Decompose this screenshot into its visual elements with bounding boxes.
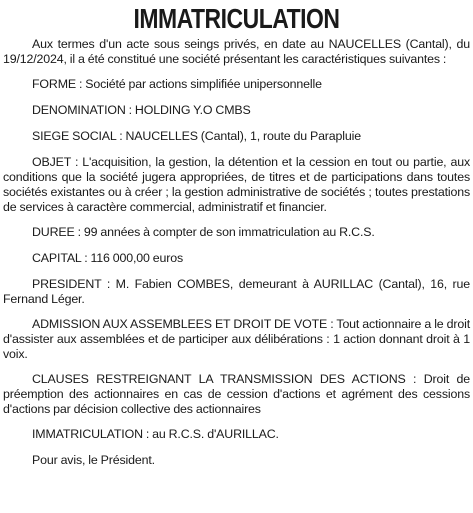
notice-title: IMMATRICULATION [133,3,340,34]
denomination-paragraph: DENOMINATION : HOLDING Y.O CMBS [32,103,251,117]
immatriculation-paragraph: IMMATRICULATION : au R.C.S. d'AURILLAC. [32,427,279,441]
clauses-paragraph: CLAUSES RESTREIGNANT LA TRANSMISSION DES ACTIONS : Droit de préemption des actionnaires en cas de cession d'actions et agrément des cessions d'actions par décision collective des actionnaires [3,372,470,416]
duree-paragraph: DUREE : 99 années à compter de son immatriculation au R.C.S. [32,225,375,239]
siege-paragraph: SIEGE SOCIAL : NAUCELLES (Cantal), 1, route du Parapluie [32,129,361,143]
forme-paragraph: FORME : Société par actions simplifiée unipersonnelle [32,77,322,91]
signature-paragraph: Pour avis, le Président. [32,453,155,467]
objet-paragraph: OBJET : L'acquisition, la gestion, la détention et la cession en tout ou partie, aux conditions que la société jugera appropriées, de titres et de participations dans toutes sociétés existantes ou à créer ; la gestion administrative de sociétés ; toutes prestations de services à caractère commercial, administratif et financier. [3,155,470,214]
intro-paragraph: Aux termes d'un acte sous seings privés, en date au NAUCELLES (Cantal), du 19/12/2024, il a été constitué une société présentant les caractéristiques suivantes : [3,37,470,66]
admission-paragraph: ADMISSION AUX ASSEMBLEES ET DROIT DE VOTE : Tout actionnaire a le droit d'assister aux assemblées et de participer aux délibérations : 1 action donnant droit à 1 voix. [3,317,470,361]
president-paragraph: PRESIDENT : M. Fabien COMBES, demeurant à AURILLAC (Cantal), 16, rue Fernand Léger. [3,277,470,306]
capital-paragraph: CAPITAL : 116 000,00 euros [32,251,184,265]
